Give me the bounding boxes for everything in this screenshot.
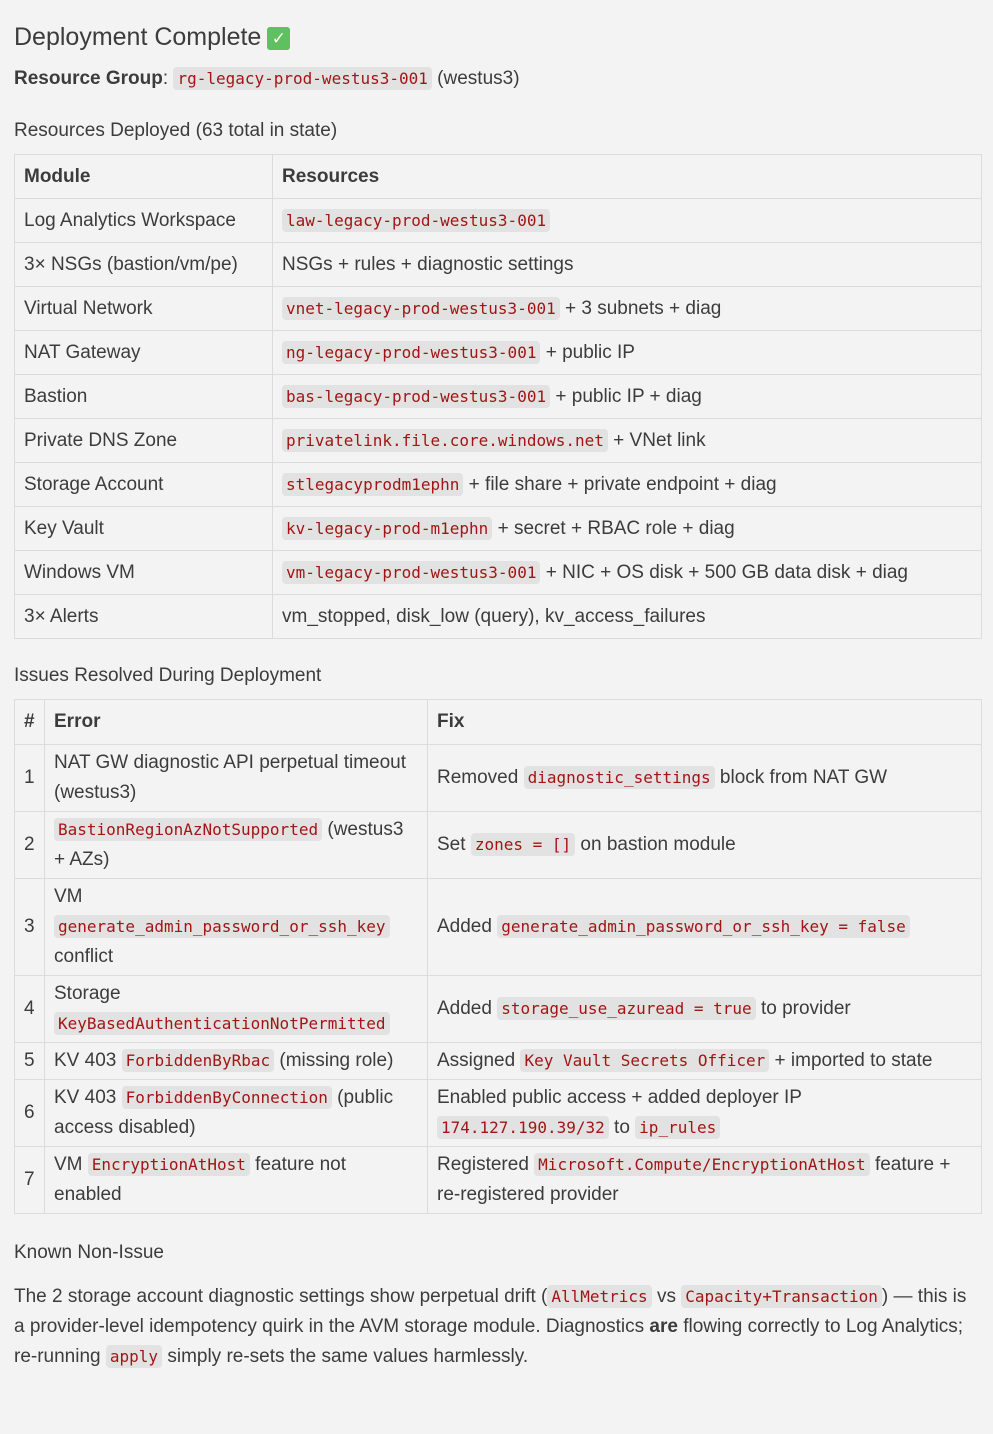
inline-code: AllMetrics <box>547 1285 651 1308</box>
text: NSGs + rules + diagnostic settings <box>282 254 574 275</box>
resources-cell <box>273 375 982 419</box>
inline-code: apply <box>106 1345 162 1368</box>
column-header-resources: Resources <box>273 155 982 199</box>
number-cell: 6 <box>15 1080 45 1147</box>
resources-cell <box>273 551 982 595</box>
text: + secret + RBAC role + diag <box>492 518 735 539</box>
column-header-fix: Fix <box>428 700 982 745</box>
text: feature + re-registered provider <box>437 1154 956 1205</box>
text: (public access disabled) <box>54 1087 399 1138</box>
text: Enabled public access + added deployer IP <box>437 1087 807 1108</box>
table-row <box>15 551 982 595</box>
table-row <box>15 976 982 1043</box>
resources-cell <box>273 419 982 463</box>
resource-group-region: (westus3) <box>437 68 520 89</box>
text: block from NAT GW <box>714 767 888 788</box>
module-cell: Log Analytics Workspace <box>15 199 273 243</box>
text: NAT GW diagnostic API perpetual timeout (westus3) <box>54 752 412 803</box>
inline-code: law-legacy-prod-westus3-001 <box>282 209 550 232</box>
resources-cell <box>273 595 982 639</box>
resource-group-line <box>14 64 982 94</box>
inline-code: ForbiddenByConnection <box>122 1086 332 1109</box>
inline-code: EncryptionAtHost <box>88 1153 250 1176</box>
inline-code: generate_admin_password_or_ssh_key <box>54 915 390 938</box>
text: (missing role) <box>274 1050 394 1071</box>
text: Removed <box>437 767 524 788</box>
resources-cell <box>273 287 982 331</box>
text: to <box>608 1117 636 1138</box>
table-row <box>15 879 982 976</box>
fix-cell <box>428 1147 982 1214</box>
column-header-module: Module <box>15 155 273 199</box>
resources-cell <box>273 331 982 375</box>
fix-cell <box>428 879 982 976</box>
error-cell <box>45 1043 428 1080</box>
inline-code: KeyBasedAuthenticationNotPermitted <box>54 1012 390 1035</box>
resources-cell <box>273 463 982 507</box>
text: to provider <box>755 998 851 1019</box>
page-title <box>14 20 982 54</box>
table-row <box>15 463 982 507</box>
text: The 2 storage account diagnostic settings show perpetual drift ( <box>14 1286 548 1307</box>
resources-cell <box>273 243 982 287</box>
inline-code: ip_rules <box>635 1116 720 1139</box>
module-cell: Bastion <box>15 375 273 419</box>
number-cell: 1 <box>15 745 45 812</box>
module-cell: 3× NSGs (bastion/vm/pe) <box>15 243 273 287</box>
text: Added <box>437 998 498 1019</box>
module-cell: Virtual Network <box>15 287 273 331</box>
text: Assigned <box>437 1050 521 1071</box>
module-cell: Private DNS Zone <box>15 419 273 463</box>
table-header-row <box>15 155 982 199</box>
table-row <box>15 199 982 243</box>
inline-code: Microsoft.Compute/EncryptionAtHost <box>534 1153 870 1176</box>
inline-code: Key Vault Secrets Officer <box>520 1049 769 1072</box>
table-row <box>15 595 982 639</box>
number-cell: 4 <box>15 976 45 1043</box>
inline-code: generate_admin_password_or_ssh_key = false <box>497 915 910 938</box>
text: Storage <box>54 983 126 1004</box>
table-row <box>15 507 982 551</box>
number-cell: 7 <box>15 1147 45 1214</box>
module-cell: NAT Gateway <box>15 331 273 375</box>
text: Set <box>437 834 471 855</box>
text: vs <box>651 1286 682 1307</box>
issues-table <box>14 699 982 1214</box>
error-cell <box>45 1147 428 1214</box>
inline-code: BastionRegionAzNotSupported <box>54 818 322 841</box>
text: flowing correctly to Log Analytics; re-running <box>14 1316 969 1367</box>
text: + VNet link <box>607 430 706 451</box>
inline-code: Capacity+Transaction <box>681 1285 882 1308</box>
inline-code: ng-legacy-prod-westus3-001 <box>282 341 540 364</box>
text: (westus3 + AZs) <box>54 819 409 870</box>
text: on bastion module <box>575 834 736 855</box>
fix-cell <box>428 1080 982 1147</box>
column-header-error: Error <box>45 700 428 745</box>
resources-table <box>14 154 982 639</box>
inline-code: 174.127.190.39/32 <box>437 1116 609 1139</box>
text: vm_stopped, disk_low (query), kv_access_failures <box>282 606 706 627</box>
table-row <box>15 1043 982 1080</box>
text: ) — this is a provider-level idempotency quirk in the AVM storage module. Diagnostics <box>14 1286 972 1337</box>
non-issue-paragraph <box>14 1282 982 1372</box>
table-row <box>15 745 982 812</box>
inline-code: storage_use_azuread = true <box>497 997 755 1020</box>
inline-code: stlegacyprodm1ephn <box>282 473 463 496</box>
table-row <box>15 419 982 463</box>
module-cell: 3× Alerts <box>15 595 273 639</box>
text: + public IP + diag <box>550 386 702 407</box>
text: Registered <box>437 1154 535 1175</box>
text: VM <box>54 886 88 907</box>
number-cell: 5 <box>15 1043 45 1080</box>
text: simply re-sets the same values harmlessly. <box>162 1346 529 1367</box>
inline-code: vnet-legacy-prod-westus3-001 <box>282 297 560 320</box>
number-cell: 2 <box>15 812 45 879</box>
separator: : <box>162 68 169 89</box>
text: + NIC + OS disk + 500 GB data disk + diag <box>540 562 908 583</box>
title-text: Deployment Complete <box>14 23 262 51</box>
error-cell <box>45 745 428 812</box>
issues-heading: Issues Resolved During Deployment <box>14 665 322 686</box>
table-row <box>15 243 982 287</box>
resource-group-label: Resource Group <box>14 68 163 89</box>
resource-group-name: rg-legacy-prod-westus3-001 <box>173 67 431 90</box>
inline-code: privatelink.file.core.windows.net <box>282 429 608 452</box>
bold-text: are <box>649 1316 678 1337</box>
inline-code: bas-legacy-prod-westus3-001 <box>282 385 550 408</box>
fix-cell <box>428 745 982 812</box>
inline-code: zones = [] <box>471 833 575 856</box>
check-mark-button-icon: ✓ <box>267 27 290 50</box>
inline-code: kv-legacy-prod-m1ephn <box>282 517 492 540</box>
resources-cell <box>273 507 982 551</box>
table-header-row <box>15 700 982 745</box>
table-row <box>15 287 982 331</box>
module-cell: Windows VM <box>15 551 273 595</box>
table-row <box>15 331 982 375</box>
table-row <box>15 812 982 879</box>
fix-cell <box>428 1043 982 1080</box>
text: KV 403 <box>54 1050 122 1071</box>
text: conflict <box>54 916 395 967</box>
table-row <box>15 1080 982 1147</box>
text: feature not enabled <box>54 1154 352 1205</box>
error-cell <box>45 812 428 879</box>
text: + 3 subnets + diag <box>559 298 722 319</box>
column-header-number: # <box>15 700 45 745</box>
table-row <box>15 375 982 419</box>
text: + file share + private endpoint + diag <box>463 474 777 495</box>
text: + public IP <box>540 342 635 363</box>
inline-code: vm-legacy-prod-westus3-001 <box>282 561 540 584</box>
number-cell: 3 <box>15 879 45 976</box>
error-cell <box>45 1080 428 1147</box>
error-cell <box>45 879 428 976</box>
error-cell <box>45 976 428 1043</box>
inline-code: ForbiddenByRbac <box>122 1049 275 1072</box>
text: + imported to state <box>769 1050 933 1071</box>
text: VM <box>54 1154 88 1175</box>
fix-cell <box>428 812 982 879</box>
text: KV 403 <box>54 1087 122 1108</box>
text: Added <box>437 916 498 937</box>
inline-code: diagnostic_settings <box>524 766 715 789</box>
module-cell: Key Vault <box>15 507 273 551</box>
document <box>0 20 993 1372</box>
non-issue-heading: Known Non-Issue <box>14 1242 164 1263</box>
table-row <box>15 1147 982 1214</box>
module-cell: Storage Account <box>15 463 273 507</box>
fix-cell <box>428 976 982 1043</box>
resources-heading: Resources Deployed (63 total in state) <box>14 120 338 141</box>
resources-cell <box>273 199 982 243</box>
